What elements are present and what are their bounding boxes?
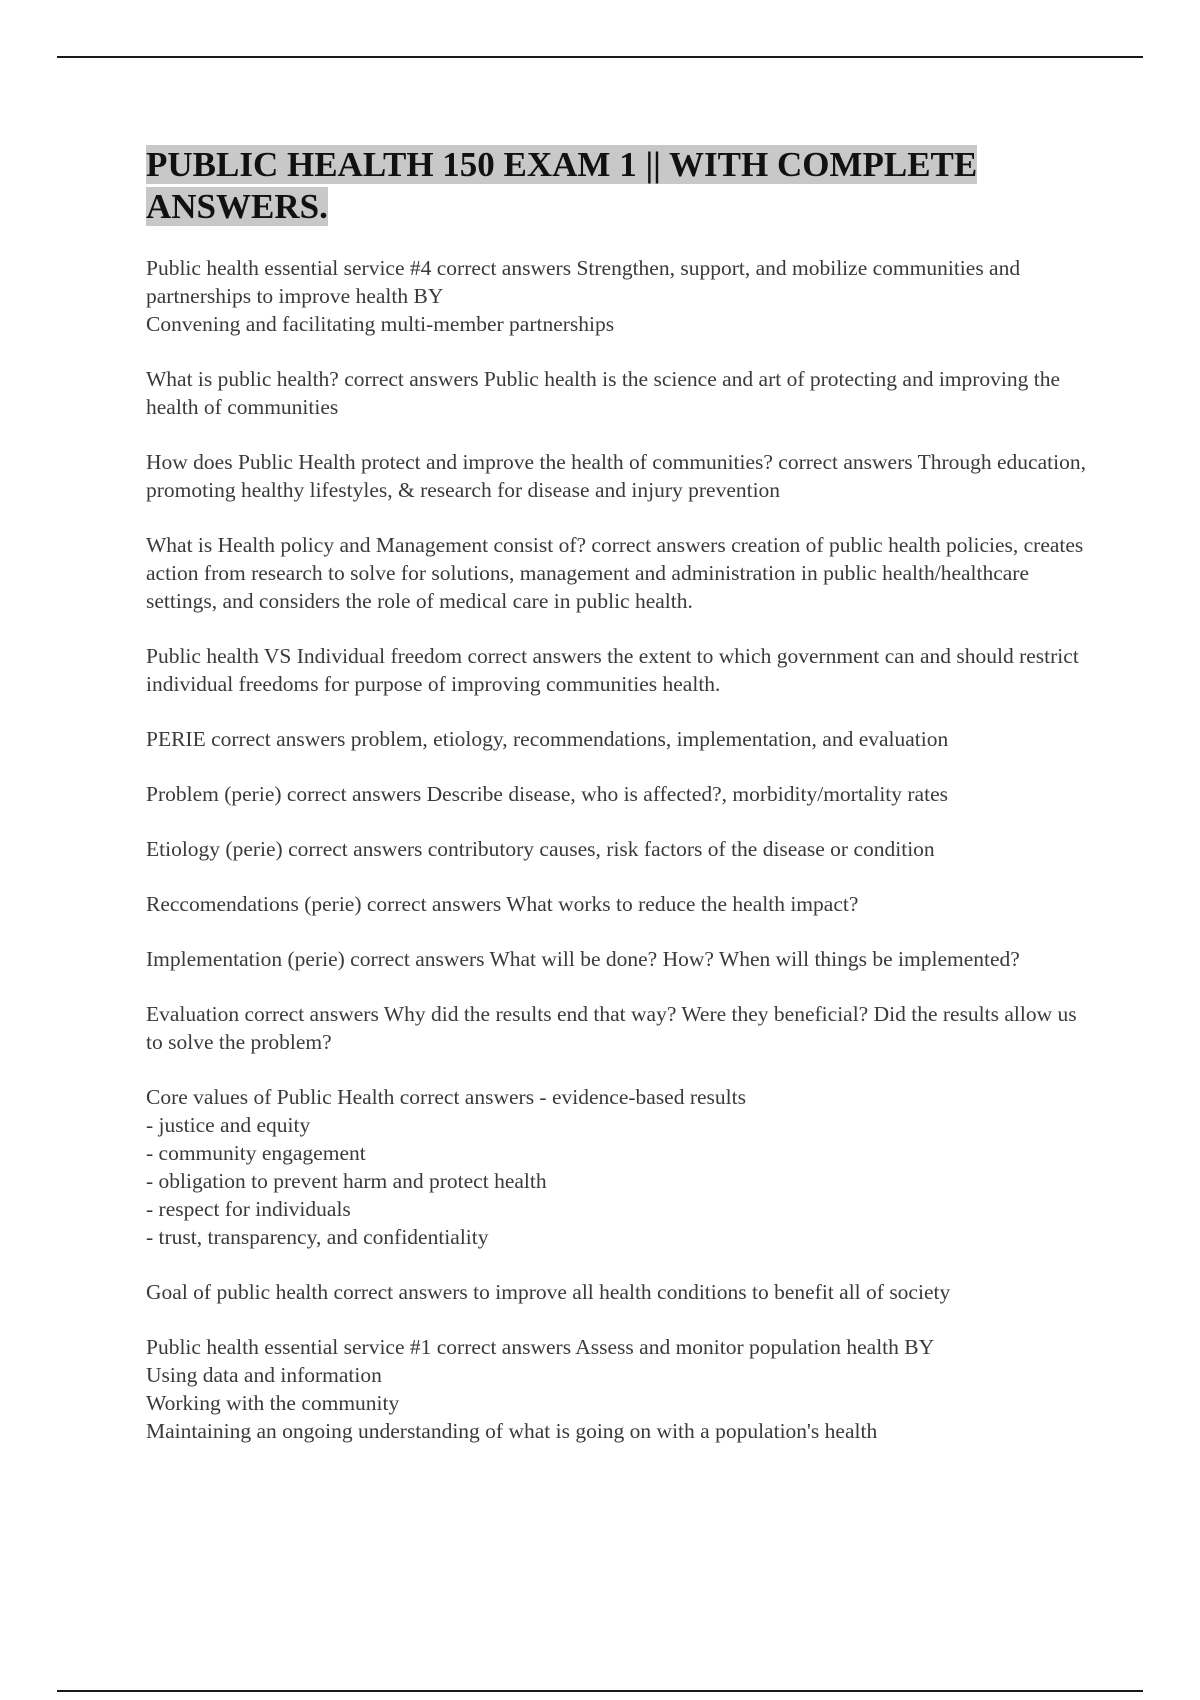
- qa-entry: What is Health policy and Management consist of? correct answers creation of public health policies, creates action from research to solve for solutions, management and administration in public health/healthcare settings, and considers the role of medical care in public health.: [146, 533, 1084, 613]
- document-title: [146, 144, 1086, 228]
- qa-entry: What is public health? correct answers Public health is the science and art of protecting and improving the health of communities: [146, 367, 1061, 419]
- document-body: [146, 144, 1086, 1472]
- qa-entry: PERIE correct answers problem, etiology, recommendations, implementation, and evaluation: [146, 727, 949, 751]
- qa-entry: Evaluation correct answers Why did the results end that way? Were they beneficial? Did the results allow us to solve the problem?: [146, 1002, 1077, 1054]
- qa-entry: Public health essential service #4 correct answers Strengthen, support, and mobilize communities and partnerships to improve health BY Convening and facilitating multi-member partnerships: [146, 256, 1021, 336]
- qa-entry: Etiology (perie) correct answers contributory causes, risk factors of the disease or condition: [146, 837, 935, 861]
- footer-rule: [57, 1690, 1143, 1692]
- header-rule: [57, 56, 1143, 58]
- qa-entry: Public health VS Individual freedom correct answers the extent to which government can and should restrict individual freedoms for purpose of improving communities health.: [146, 644, 1079, 696]
- qa-entry: Problem (perie) correct answers Describe disease, who is affected?, morbidity/mortality rates: [146, 782, 948, 806]
- qa-entry: How does Public Health protect and improve the health of communities? correct answers Through education, promoting healthy lifestyles, & research for disease and injury prevention: [146, 450, 1086, 502]
- qa-entry: Implementation (perie) correct answers What will be done? How? When will things be implemented?: [146, 947, 1020, 971]
- qa-entry: Public health essential service #1 correct answers Assess and monitor population health BY Using data and information Working with the community Maintaining an ongoing understanding of what is going on with a population's health: [146, 1335, 935, 1443]
- qa-entry: Goal of public health correct answers to improve all health conditions to benefit all of society: [146, 1280, 951, 1304]
- qa-entry: Core values of Public Health correct answers - evidence-based results - justice and equity - community engagement - obligation to prevent harm and protect health - respect for individuals - trust, transparency, and confidentiality: [146, 1085, 746, 1249]
- document-title-text: PUBLIC HEALTH 150 EXAM 1 || WITH COMPLETE ANSWERS.: [146, 145, 978, 226]
- qa-entry: Reccomendations (perie) correct answers What works to reduce the health impact?: [146, 892, 859, 916]
